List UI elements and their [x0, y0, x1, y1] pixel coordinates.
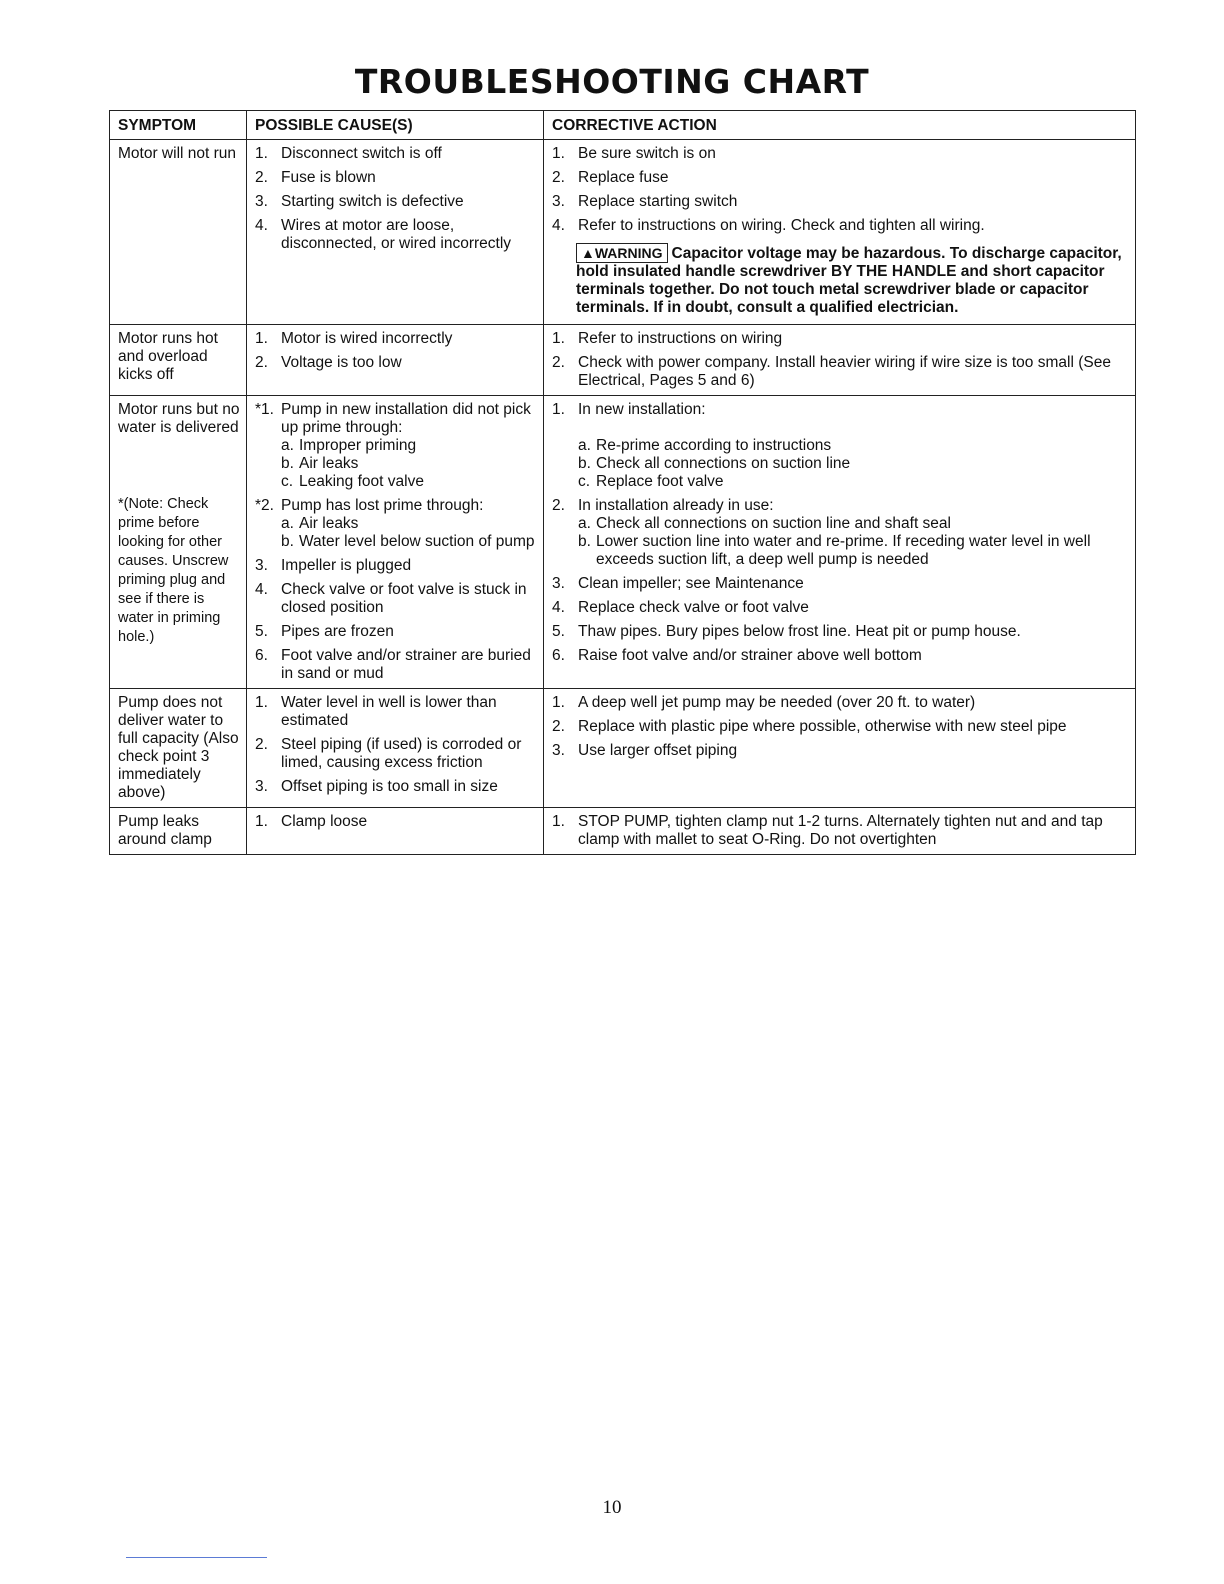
cause-number: 3.: [255, 193, 268, 210]
cause-content: [281, 354, 537, 372]
action-item: [552, 575, 1129, 593]
action-sub-letter: b.: [578, 533, 591, 550]
action-sub-letter: a.: [578, 515, 591, 532]
action-number: 4.: [552, 599, 565, 616]
cause-text: Wires at motor are loose, disconnected, or wired incorrectly: [281, 217, 512, 252]
action-text: Thaw pipes. Bury pipes below frost line. Heat pit or pump house.: [578, 623, 1021, 640]
cause-text: Starting switch is defective: [281, 193, 464, 210]
actions-cell: [544, 140, 1136, 325]
action-number: 2.: [552, 718, 565, 735]
cause-item: [255, 354, 537, 372]
actions-cell: [544, 325, 1136, 396]
action-content: [578, 145, 1129, 163]
action-subitem: [578, 533, 1129, 569]
cause-subitem: [281, 473, 537, 491]
cause-text: Fuse is blown: [281, 169, 376, 186]
action-number: 5.: [552, 623, 565, 640]
cause-sub-letter: b.: [281, 455, 294, 472]
action-text: Refer to instructions on wiring: [578, 330, 783, 347]
action-content: [578, 647, 1129, 665]
action-content: [578, 742, 1129, 760]
cause-number: 4.: [255, 581, 268, 598]
action-item: [552, 401, 1129, 491]
causes-cell: [247, 325, 544, 396]
cause-item: [255, 581, 537, 617]
action-number: 1.: [552, 813, 565, 830]
action-text: Replace starting switch: [578, 193, 738, 210]
action-content: [578, 497, 1129, 569]
cause-text: Pump has lost prime through:: [281, 497, 484, 514]
action-sub-letter: c.: [578, 473, 591, 490]
action-subitem: [578, 455, 1129, 473]
cause-content: [281, 557, 537, 575]
action-item: [552, 354, 1129, 390]
cause-content: [281, 581, 537, 617]
action-text: In installation already in use:: [578, 497, 774, 514]
cause-item: [255, 330, 537, 348]
header-possible-causes: POSSIBLE CAUSE(S): [247, 111, 544, 140]
warning-block: [576, 243, 1129, 317]
cause-text: Foot valve and/or strainer are buried in sand or mud: [281, 647, 531, 682]
action-content: [578, 623, 1129, 641]
action-item: [552, 217, 1129, 235]
action-content: [578, 718, 1129, 736]
action-text: Refer to instructions on wiring. Check and tighten all wiring.: [578, 217, 985, 234]
cause-item: [255, 557, 537, 575]
cause-text: Disconnect switch is off: [281, 145, 442, 162]
cause-item: [255, 736, 537, 772]
cause-number: 3.: [255, 557, 268, 574]
cause-number: 3.: [255, 778, 268, 795]
table-row: [110, 396, 1136, 689]
action-sub-letter: b.: [578, 455, 591, 472]
cause-number: 5.: [255, 623, 268, 640]
cause-content: [281, 694, 537, 730]
action-content: [578, 813, 1129, 849]
action-sub-text: Re-prime according to instructions: [596, 437, 832, 454]
cause-content: [281, 623, 537, 641]
cause-number: 1.: [255, 694, 268, 711]
cause-content: [281, 736, 537, 772]
action-sub-text: Check all connections on suction line and shaft seal: [596, 515, 951, 532]
table-header-row: [110, 111, 1136, 140]
cause-sub-text: Air leaks: [299, 455, 359, 472]
action-number: 1.: [552, 694, 565, 711]
cause-content: [281, 145, 537, 163]
symptom-cell: [110, 689, 247, 808]
cause-text: Voltage is too low: [281, 354, 402, 371]
actions-cell: [544, 689, 1136, 808]
action-subitem: [578, 437, 1129, 455]
action-number: 1.: [552, 401, 565, 418]
cause-content: [281, 401, 537, 491]
causes-cell: [247, 808, 544, 855]
cause-sub-letter: b.: [281, 533, 294, 550]
page-number: 10: [602, 1497, 622, 1518]
table-body: [110, 140, 1136, 855]
cause-text: Water level in well is lower than estimated: [281, 694, 497, 729]
action-item: [552, 169, 1129, 187]
cause-item: [255, 694, 537, 730]
action-content: [578, 354, 1129, 390]
cause-subitem: [281, 515, 537, 533]
causes-cell: [247, 689, 544, 808]
action-text: In new installation:: [578, 401, 706, 418]
cause-number: 2.: [255, 354, 268, 371]
action-text: Raise foot valve and/or strainer above well bottom: [578, 647, 922, 664]
action-content: [578, 575, 1129, 593]
action-content: [578, 217, 1129, 235]
action-item: [552, 193, 1129, 211]
cause-number: *2.: [255, 497, 274, 514]
action-number: 1.: [552, 145, 565, 162]
symptom-cell: [110, 140, 247, 325]
cause-text: Steel piping (if used) is corroded or limed, causing excess friction: [281, 736, 522, 771]
actions-cell: [544, 396, 1136, 689]
action-item: [552, 694, 1129, 712]
cause-number: 1.: [255, 330, 268, 347]
table-row: [110, 140, 1136, 325]
cause-text: Motor is wired incorrectly: [281, 330, 453, 347]
action-item: [552, 145, 1129, 163]
action-number: 3.: [552, 575, 565, 592]
cause-content: [281, 497, 537, 551]
warning-text: Capacitor voltage may be hazardous. To discharge capacitor, hold insulated handle screwdriver BY THE HANDLE and short capacitor terminals together. Do not touch metal screwdriver blade or capacitor terminals. If in doubt, consult a qualified electrician.: [576, 245, 1122, 316]
action-item: [552, 599, 1129, 617]
action-text: Use larger offset piping: [578, 742, 738, 759]
cause-content: [281, 813, 537, 831]
action-content: [578, 169, 1129, 187]
cause-item: [255, 778, 537, 796]
action-text: Replace fuse: [578, 169, 669, 186]
action-sub-text: Replace foot valve: [596, 473, 724, 490]
action-text: Clean impeller; see Maintenance: [578, 575, 804, 592]
action-sub-text: Check all connections on suction line: [596, 455, 851, 472]
cause-subitem: [281, 437, 537, 455]
cause-sub-text: Air leaks: [299, 515, 359, 532]
actions-cell: [544, 808, 1136, 855]
cause-sub-text: Improper priming: [299, 437, 417, 454]
cause-item: [255, 169, 537, 187]
cause-number: 2.: [255, 169, 268, 186]
cause-subitem: [281, 533, 537, 551]
action-sub-letter: a.: [578, 437, 591, 454]
action-text: STOP PUMP, tighten clamp nut 1-2 turns. Alternately tighten nut and and tap clamp with mallet to seat O-Ring. Do not overtighten: [578, 813, 1103, 848]
symptom-text: Motor runs but no water is delivered: [118, 401, 240, 436]
symptom-text: Pump leaks around clamp: [118, 813, 212, 848]
cause-text: Clamp loose: [281, 813, 368, 830]
cause-sub-letter: a.: [281, 515, 294, 532]
cause-content: [281, 778, 537, 796]
symptom-cell: [110, 325, 247, 396]
symptom-text: Motor runs hot and overload kicks off: [118, 330, 218, 383]
cause-number: 1.: [255, 145, 268, 162]
symptom-text: Pump does not deliver water to full capacity (Also check point 3 immediately above): [118, 694, 239, 801]
action-number: 2.: [552, 354, 565, 371]
cause-sub-letter: a.: [281, 437, 294, 454]
action-item: [552, 623, 1129, 641]
action-item: [552, 718, 1129, 736]
cause-item: [255, 193, 537, 211]
cause-number: 4.: [255, 217, 268, 234]
header-symptom: SYMPTOM: [110, 111, 247, 140]
symptom-text: Motor will not run: [118, 145, 237, 162]
action-item: [552, 813, 1129, 849]
action-number: 3.: [552, 193, 565, 210]
cause-content: [281, 647, 537, 683]
cause-content: [281, 193, 537, 211]
action-text: A deep well jet pump may be needed (over 20 ft. to water): [578, 694, 976, 711]
cause-text: Impeller is plugged: [281, 557, 412, 574]
cause-item: [255, 623, 537, 641]
cause-content: [281, 169, 537, 187]
action-item: [552, 742, 1129, 760]
cause-text: Offset piping is too small in size: [281, 778, 498, 795]
cause-content: [281, 217, 537, 253]
warning-badge: ▲WARNING: [576, 243, 668, 263]
cause-sub-text: Leaking foot valve: [299, 473, 424, 490]
cause-item: [255, 145, 537, 163]
cause-number: 2.: [255, 736, 268, 753]
cause-text: Pump in new installation did not pick up prime through:: [281, 401, 531, 436]
cause-item: [255, 217, 537, 253]
cause-item: [255, 813, 537, 831]
action-text: Check with power company. Install heavier wiring if wire size is too small (See Electrical, Pages 5 and 6): [578, 354, 1111, 389]
action-item: [552, 330, 1129, 348]
action-subitem: [578, 515, 1129, 533]
action-number: 2.: [552, 497, 565, 514]
action-text: Replace with plastic pipe where possible, otherwise with new steel pipe: [578, 718, 1067, 735]
symptom-cell: [110, 808, 247, 855]
action-number: 2.: [552, 169, 565, 186]
cause-text: Check valve or foot valve is stuck in closed position: [281, 581, 527, 616]
header-corrective-action: CORRECTIVE ACTION: [544, 111, 1136, 140]
cause-item: [255, 401, 537, 491]
cause-subitem: [281, 455, 537, 473]
cause-number: *1.: [255, 401, 274, 418]
action-number: 1.: [552, 330, 565, 347]
cause-number: 6.: [255, 647, 268, 664]
table-row: [110, 808, 1136, 855]
action-content: [578, 599, 1129, 617]
page-title: TROUBLESHOOTING CHART: [354, 62, 870, 101]
action-text: Be sure switch is on: [578, 145, 716, 162]
symptom-note: *(Note: Check prime before looking for other causes. Unscrew priming plug and see if there is water in priming hole.): [118, 496, 229, 645]
cause-item: [255, 497, 537, 551]
action-subitem: [578, 473, 1129, 491]
action-number: 6.: [552, 647, 565, 664]
action-item: [552, 647, 1129, 665]
action-sub-text: Lower suction line into water and re-prime. If receding water level in well exceeds suction lift, a deep well pump is needed: [596, 533, 1091, 568]
cause-content: [281, 330, 537, 348]
table-row: [110, 325, 1136, 396]
causes-cell: [247, 140, 544, 325]
cause-sub-text: Water level below suction of pump: [299, 533, 535, 550]
symptom-cell: [110, 396, 247, 689]
table-row: [110, 689, 1136, 808]
action-text: Replace check valve or foot valve: [578, 599, 809, 616]
action-item: [552, 497, 1129, 569]
cause-number: 1.: [255, 813, 268, 830]
cause-item: [255, 647, 537, 683]
cause-text: Pipes are frozen: [281, 623, 394, 640]
action-number: 4.: [552, 217, 565, 234]
action-number: 3.: [552, 742, 565, 759]
cause-sub-letter: c.: [281, 473, 294, 490]
troubleshooting-table: [109, 110, 1136, 855]
action-content: [578, 401, 1129, 491]
action-content: [578, 330, 1129, 348]
footer-rule: [126, 1557, 267, 1558]
causes-cell: [247, 396, 544, 689]
action-content: [578, 193, 1129, 211]
action-content: [578, 694, 1129, 712]
